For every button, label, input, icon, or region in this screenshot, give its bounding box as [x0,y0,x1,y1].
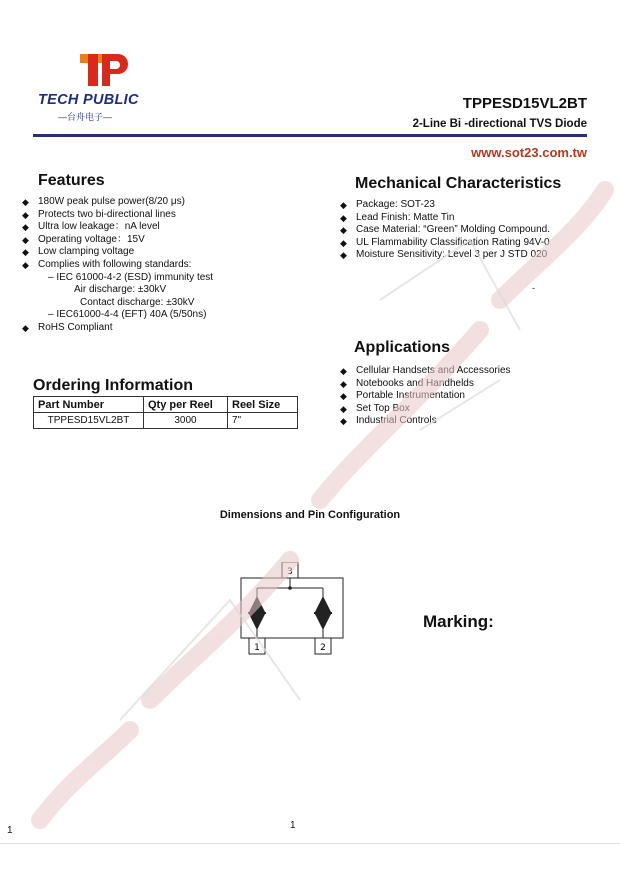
brand-chinese-name: —台舟电子— [58,112,113,122]
bullet-icon: ◆ [22,197,29,207]
list-item: ◆ Case Material: “Green” Molding Compound. [340,224,550,236]
list-item: ◆ Protects two bi-directional lines [22,208,176,220]
page-number-left: 1 [7,825,13,836]
bullet-icon: ◆ [340,225,347,236]
header-divider [33,134,587,137]
bullet-icon: ◆ [340,250,347,261]
pin-configuration-diagram [237,562,347,657]
website-link[interactable]: www.sot23.com.tw [471,145,587,160]
list-item: ◆ 180W peak pulse power(8/20 μs) [22,196,185,207]
bullet-icon: ◆ [22,322,29,333]
ordering-heading: Ordering Information [33,377,193,394]
stray-mark: - [532,283,535,293]
list-item: ◆ Ultra low leakage：nA level [22,221,160,233]
bullet-icon: ◆ [22,209,29,220]
bullet-icon: ◆ [340,212,347,223]
bullet-icon: ◆ [340,416,347,427]
list-item: ◆ UL Flammability Classification Rating 94V-0 [340,236,550,248]
bullet-icon: ◆ [22,222,29,233]
brand-logo [38,52,156,122]
standard-esd: – IEC 61000-4-2 (ESD) immunity test [48,271,214,283]
column-header: Qty per Reel [144,397,228,413]
standard-eft: – IEC61000-4-4 (EFT) 40A (5/50ns) [48,309,207,321]
bullet-icon: ◆ [22,247,29,258]
bullet-icon: ◆ [340,391,347,402]
table-cell: 7" [228,413,298,429]
bullet-icon: ◆ [22,234,29,245]
part-number-title: TPPESD15VL2BT [462,95,587,112]
column-header: Reel Size [228,397,298,413]
tp-logo-icon [78,52,130,88]
applications-list [340,365,511,428]
table-cell: TPPESD15VL2BT [34,413,144,429]
list-item: ◆ Package: SOT-23 [340,199,435,210]
marking-label: Marking: [423,612,494,631]
pin-1-label: 1 [254,643,260,653]
features-heading: Features [38,172,105,189]
tvs-diode-left-icon [248,596,266,630]
list-item: ◆ Set Top Box [340,402,410,414]
standard-air-discharge: Air discharge: ±30kV [74,284,167,296]
bullet-icon: ◆ [340,200,347,210]
bullet-icon: ◆ [22,259,29,270]
pin-3-label: 3 [287,567,293,577]
list-item: ◆ Operating voltage：15V [22,233,145,245]
diagram-title: Dimensions and Pin Configuration [219,509,401,521]
bullet-icon: ◆ [340,237,347,248]
bullet-icon: ◆ [340,378,347,389]
mechanical-list [340,199,550,262]
ordering-table [33,396,298,429]
table-row [34,413,298,429]
list-item: ◆ Moisture Sensitivity: Level 3 per J STD 020 [340,249,548,261]
footer-divider [0,843,620,844]
table-cell: 3000 [144,413,228,429]
list-item: ◆ Industrial Controls [340,415,437,427]
applications-heading: Applications [354,339,451,356]
list-item: ◆ Portable Instrumentation [340,390,465,402]
column-header: Part Number [34,397,144,413]
mechanical-heading: Mechanical Characteristics [355,175,562,192]
tvs-diode-right-icon [314,596,332,630]
pin-2-label: 2 [320,643,326,653]
part-description: 2-Line Bi -directional TVS Diode [412,118,587,130]
table-header-row [34,397,298,413]
list-item: ◆ Lead Finish: Matte Tin [340,211,455,223]
brand-name: TECH PUBLIC [38,92,139,108]
standard-contact-discharge: Contact discharge: ±30kV [80,296,195,308]
bullet-icon: ◆ [340,403,347,414]
list-item: ◆ Notebooks and Handhelds [340,377,474,389]
list-item: ◆ Complies with following standards: [22,258,192,270]
list-item: ◆ RoHS Compliant [22,321,113,333]
list-item: ◆ Cellular Handsets and Accessories [340,365,511,376]
bullet-icon: ◆ [340,366,347,376]
page-number: 1 [290,820,296,831]
list-item: ◆ Low clamping voltage [22,246,135,258]
features-list [22,196,213,335]
